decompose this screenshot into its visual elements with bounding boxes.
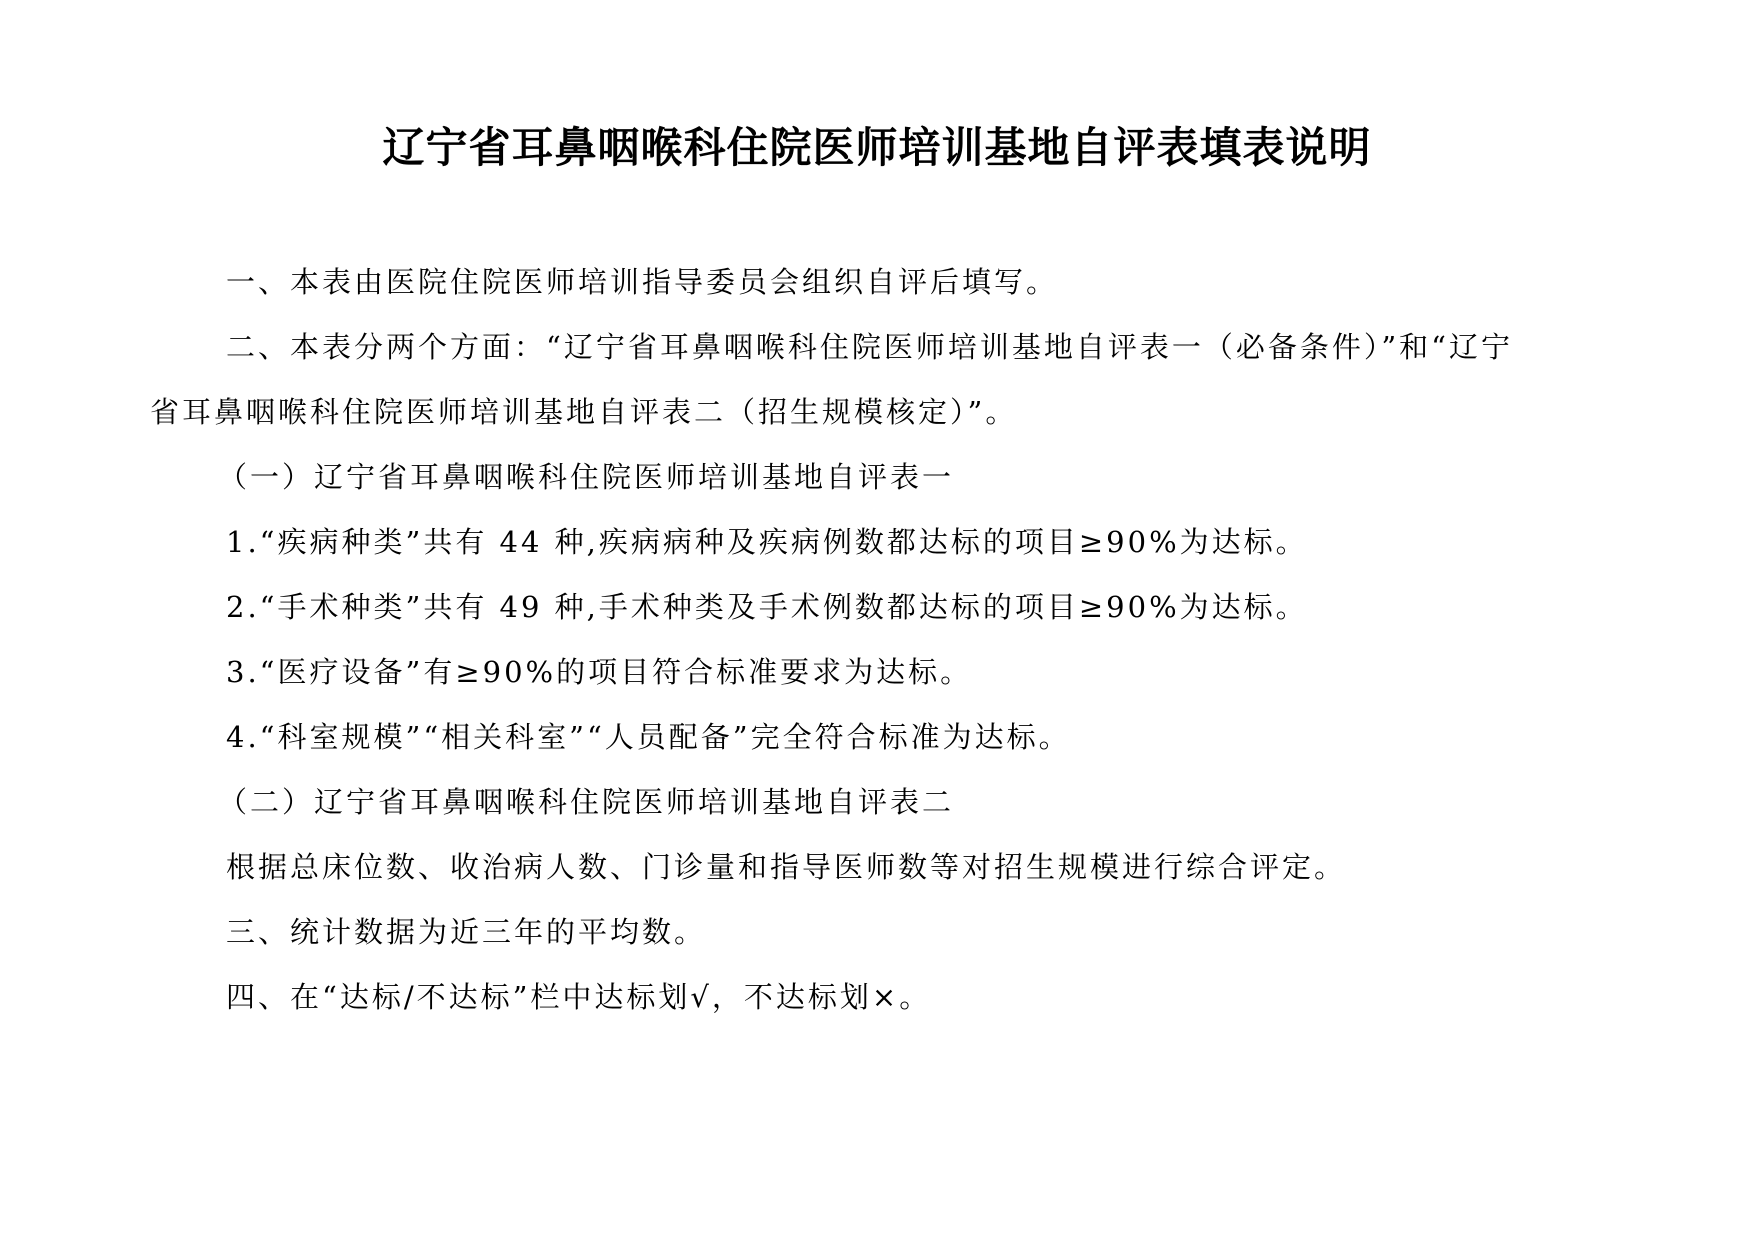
list-item-2: 2.“手术种类”共有 49 种,手术种类及手术例数都达标的项目≥90%为达标。 (226, 590, 1308, 624)
list-item-3: 3.“医疗设备”有≥90%的项目符合标准要求为达标。 (226, 655, 973, 689)
section-heading-1: （一）辽宁省耳鼻咽喉科住院医师培训基地自评表一 (218, 460, 955, 494)
paragraph-line-3: 省耳鼻咽喉科住院医师培训基地自评表二（招生规模核定）”。 (150, 395, 1018, 429)
paragraph-line-6: 四、在“达标/不达标”栏中达标划√，不达标划×。 (226, 980, 932, 1014)
paragraph-line-4: 根据总床位数、收治病人数、门诊量和指导医师数等对招生规模进行综合评定。 (226, 850, 1347, 884)
paragraph-line-5: 三、统计数据为近三年的平均数。 (226, 915, 707, 949)
paragraph-line-2: 二、本表分两个方面：“辽宁省耳鼻咽喉科住院医师培训基地自评表一（必备条件）”和“辽宁 (226, 330, 1513, 364)
document-body (150, 250, 1610, 1030)
list-item-1: 1.“疾病种类”共有 44 种,疾病病种及疾病例数都达标的项目≥90%为达标。 (226, 525, 1308, 559)
document-title: 辽宁省耳鼻咽喉科住院医师培训基地自评表填表说明 (382, 123, 1372, 172)
section-heading-2: （二）辽宁省耳鼻咽喉科住院医师培训基地自评表二 (218, 785, 955, 819)
list-item-4: 4.“科室规模”“相关科室”“人员配备”完全符合标准为达标。 (226, 720, 1071, 754)
paragraph-line-1: 一、本表由医院住院医师培训指导委员会组织自评后填写。 (226, 265, 1059, 299)
